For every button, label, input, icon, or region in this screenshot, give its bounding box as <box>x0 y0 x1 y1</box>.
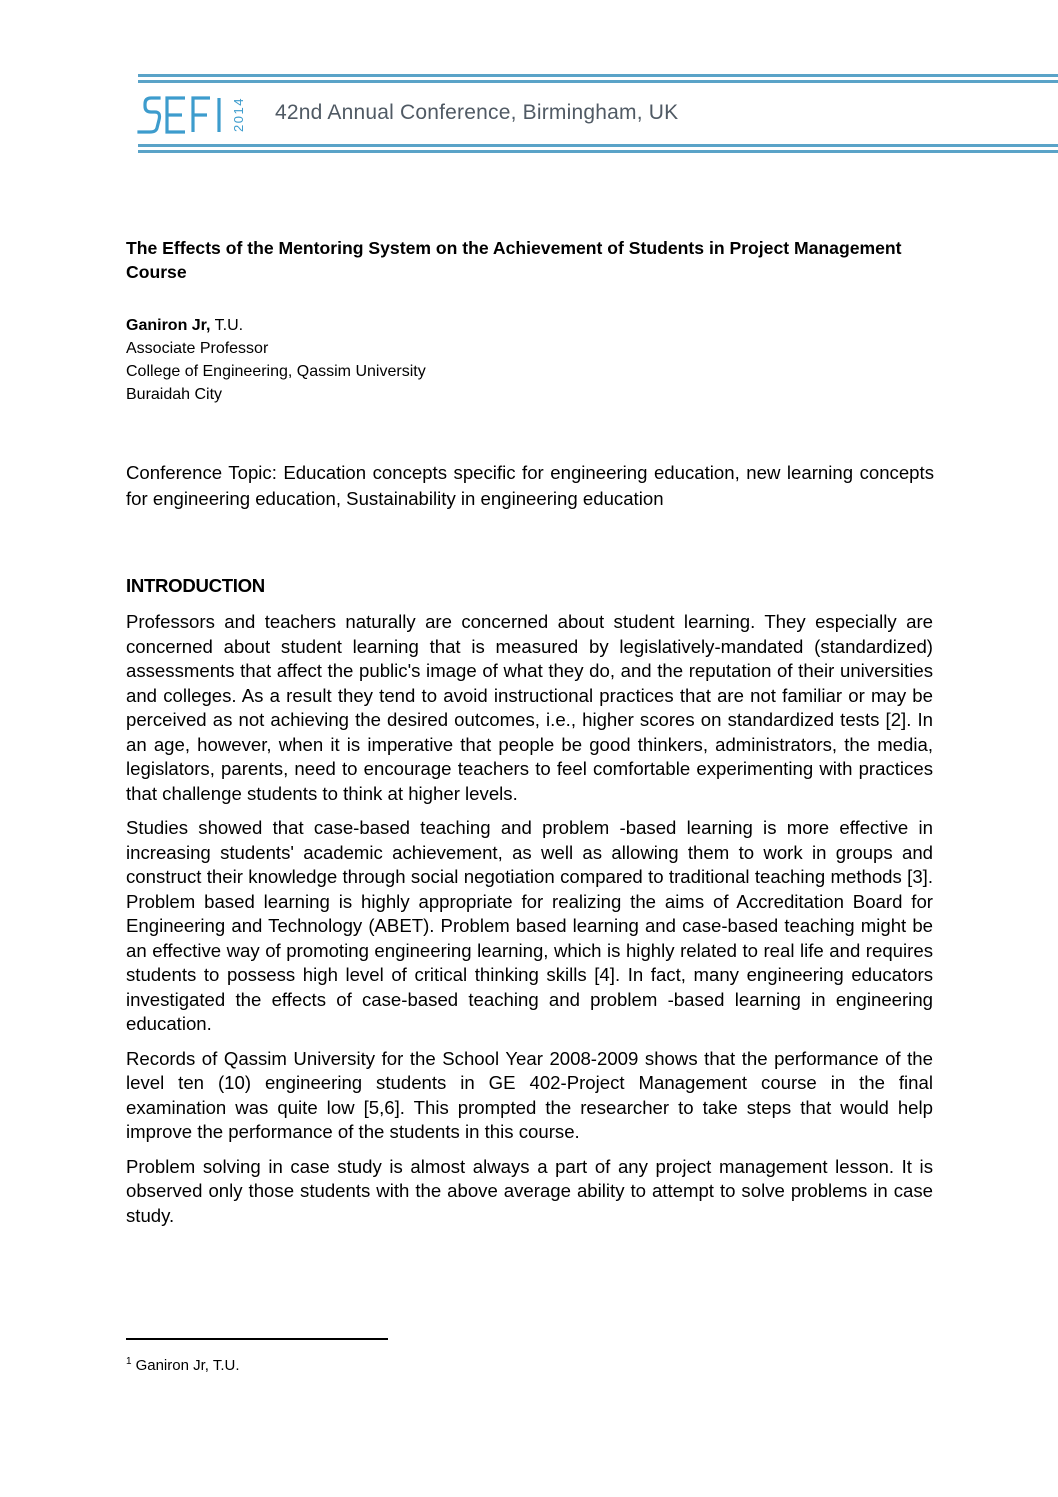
author-initials: T.U. <box>210 317 244 334</box>
author-block <box>126 314 426 406</box>
paragraph-4: Problem solving in case study is almost always a part of any project management lesson. It is observed only those students with the above average ability to attempt to solve problems in case study. <box>126 1155 933 1226</box>
paper-title: The Effects of the Mentoring System on the Achievement of Students in Project Management Course <box>126 238 902 282</box>
author-name: Ganiron Jr, <box>126 317 211 334</box>
conference-title: 42nd Annual Conference, Birmingham, UK <box>275 101 679 124</box>
footnote-marker: 1 <box>126 1356 132 1367</box>
header-rule-top-2 <box>138 80 1058 83</box>
header-rule-bottom-2 <box>138 150 1058 153</box>
paragraph-2: Studies showed that case-based teaching and problem -based learning is more effective in increasing students' academic achievement, as well as allowing them to work in groups and construct their knowledge through social negotiation compared to traditional teaching methods [3]. Problem based learning is highly appropriate for realizing the aims of Accreditation Board for Engineering and Technology (ABET). Problem based learning and case-based teaching might be an effective way of promoting engineering learning, which is highly related to real life and requires students to possess high level of critical thinking skills [4]. In fact, many engineering educators investigated the effects of case-based teaching and problem -based learning in engineering education. <box>126 817 933 1034</box>
section-heading-introduction: INTRODUCTION <box>126 575 265 596</box>
logo-year: 2014 <box>231 97 246 132</box>
paragraph-3: Records of Qassim University for the School Year 2008-2009 shows that the performance of the level ten (10) engineering students in GE 402-Project Management course in the final examination was quite low [5,6]. This prompted the researcher to take steps that would help improve the performance of the students in this course. <box>126 1047 933 1142</box>
sefi-logo <box>137 92 257 142</box>
sefi-logo-graphic <box>137 92 257 142</box>
conference-topic: Conference Topic: Education concepts specific for engineering education, new learning concepts for engineering education, Sustainability in engineering education <box>126 462 934 509</box>
author-city: Buraidah City <box>126 386 223 403</box>
author-position: Associate Professor <box>126 340 269 357</box>
header-rule-bottom-1 <box>138 144 1058 147</box>
footnote <box>126 1352 240 1376</box>
footnote-rule <box>126 1338 388 1340</box>
header-rule-top-1 <box>138 74 1058 77</box>
introduction-body <box>126 610 933 1238</box>
paragraph-1: Professors and teachers naturally are concerned about student learning. They especially are concerned about student learning that is measured by legislatively-mandated (standardized) assessments that affect the public's image of what they do, and the reputation of their universities and colleges. As a result they tend to avoid instructional practices that are not familiar or may be perceived as not achieving the desired outcomes, i.e., higher scores on standardized tests [2]. In an age, however, when it is imperative that people be good thinkers, administrators, the media, legislators, parents, need to encourage teachers to feel comfortable experimenting with practices that challenge students to think at higher levels. <box>126 611 933 804</box>
author-affiliation: College of Engineering, Qassim University <box>126 363 426 380</box>
footnote-text: Ganiron Jr, T.U. <box>135 1357 240 1374</box>
author-line <box>126 314 426 337</box>
